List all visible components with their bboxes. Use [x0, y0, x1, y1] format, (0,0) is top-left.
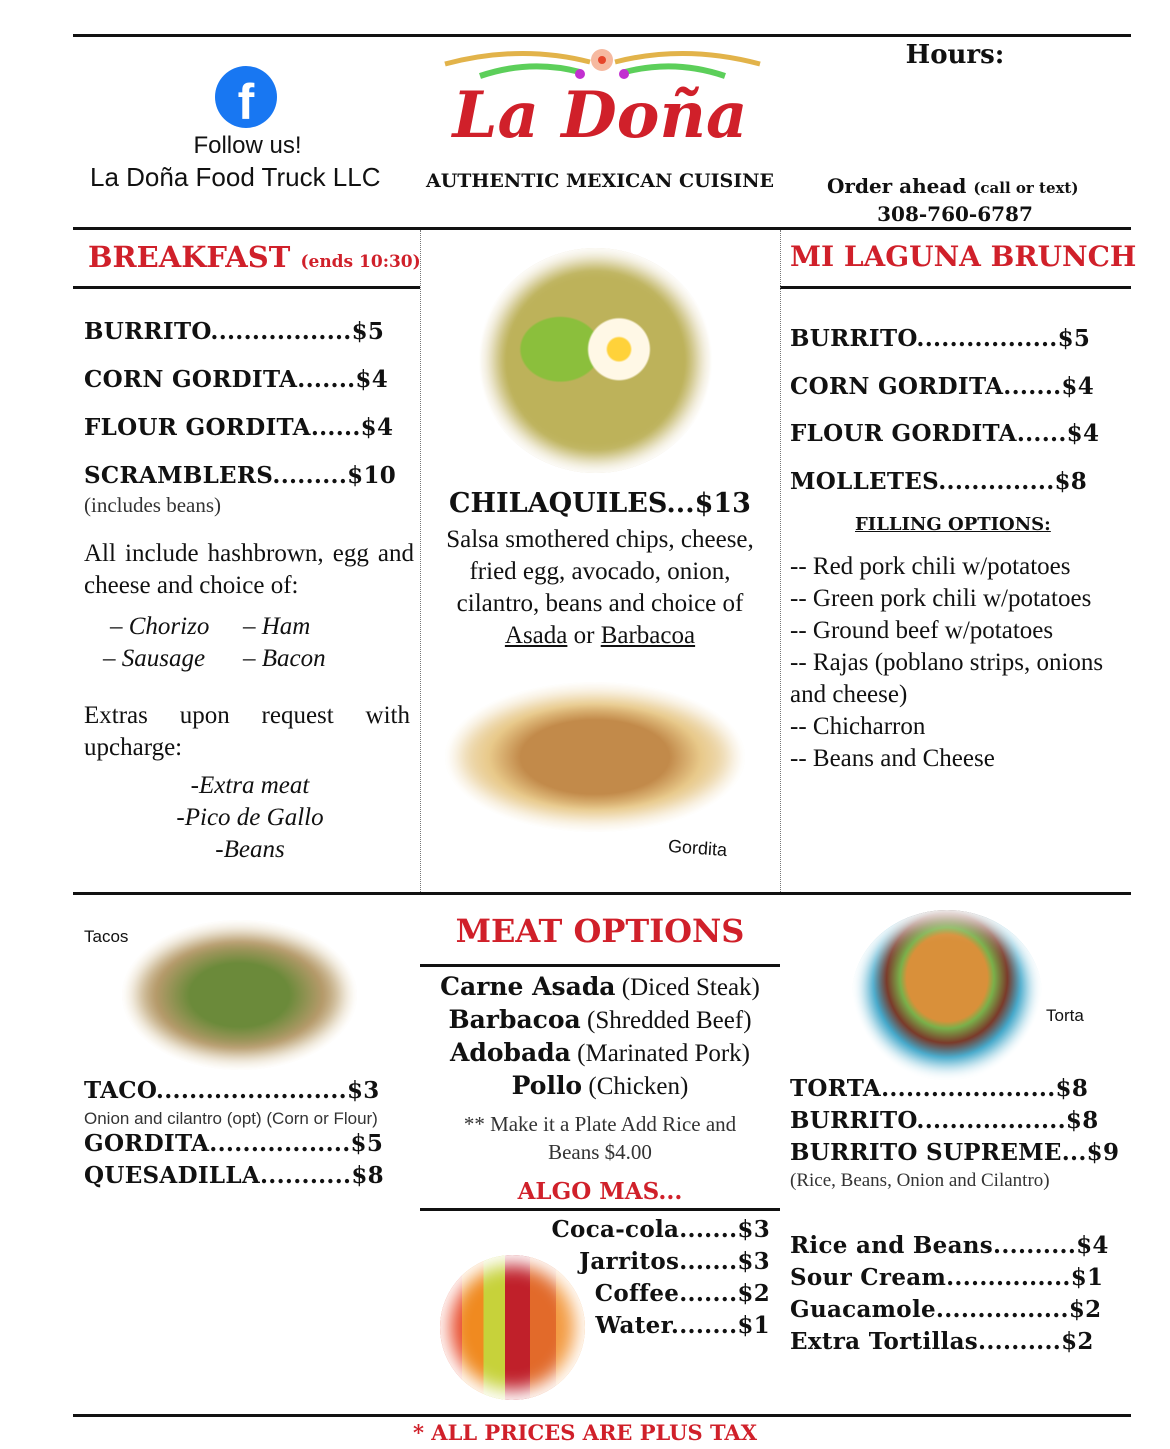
jarritos-photo: [440, 1255, 585, 1400]
filling-option: -- Rajas (poblano strips, onions and cheese): [790, 649, 1104, 708]
algo-title: ALGO MAS...: [517, 1178, 683, 1205]
supreme-note: (Rice, Beans, Onion and Cilantro): [790, 1170, 1050, 1191]
tacos-photo: [122, 920, 357, 1070]
plate-note: ** Make it a Plate Add Rice and Beans $4.00: [463, 1112, 737, 1164]
barbacoa-option: Barbacoa: [600, 622, 696, 649]
side-item: Rice and Beans..........$4: [790, 1232, 1109, 1259]
meat-rule: [420, 964, 780, 967]
choice: – Ham: [243, 613, 311, 640]
breakfast-title-text: BREAKFAST: [88, 240, 291, 274]
chilaquiles-photo: [478, 248, 713, 473]
meat-name: Carne Asada: [440, 972, 616, 1001]
meat-name: Adobada: [449, 1038, 571, 1067]
drink-item: Water........$1: [595, 1312, 770, 1339]
menu-item: TACO.......................$3: [84, 1077, 380, 1104]
filling-option: -- Green pork chili w/potatoes: [790, 585, 1092, 612]
filling-option: -- Red pork chili w/potatoes: [790, 553, 1071, 580]
extra: -Beans: [215, 836, 285, 863]
side-item: Sour Cream...............$1: [790, 1264, 1104, 1291]
column-divider: [780, 230, 781, 892]
top-rule: [73, 34, 1131, 37]
asada-option: Asada: [504, 622, 568, 649]
bottom-rule: [73, 1414, 1131, 1417]
menu-item: SCRAMBLERS.........$10: [84, 462, 397, 489]
brunch-title: MI LAGUNA BRUNCH: [790, 240, 1137, 273]
filling-option: -- Ground beef w/potatoes: [790, 617, 1054, 644]
or-text: or: [573, 622, 595, 649]
middle-rule: [73, 892, 1131, 895]
order-ahead-text: Order ahead: [827, 174, 967, 198]
chilaquiles-desc-text: Salsa smothered chips, cheese, fried egg, avocado, onion, cilantro, beans and choice of: [446, 526, 754, 617]
meat-desc: (Chicken): [588, 1073, 689, 1100]
phone-number[interactable]: 308-760-6787: [877, 202, 1033, 226]
meat-name: Pollo: [511, 1071, 583, 1100]
extra: -Extra meat: [190, 772, 310, 799]
meat-desc: (Shredded Beef): [587, 1007, 752, 1034]
meat-option: [420, 1004, 780, 1037]
meat-list: [420, 971, 780, 1103]
drink-item: Coffee.......$2: [594, 1280, 770, 1307]
meat-desc: (Marinated Pork): [577, 1040, 751, 1067]
taco-note: Onion and cilantro (opt) (Corn or Flour): [84, 1109, 378, 1128]
scramblers-note: (includes beans): [84, 493, 222, 517]
column-divider: [420, 230, 421, 892]
follow-text: Follow us!: [193, 132, 302, 159]
gordita-caption: Gordita: [667, 835, 728, 861]
choice: – Chorizo: [110, 613, 210, 640]
menu-item: CORN GORDITA.......$4: [790, 373, 1095, 400]
menu-item: FLOUR GORDITA......$4: [790, 420, 1100, 447]
company-name: La Doña Food Truck LLC: [90, 162, 381, 192]
logo: La Doña: [452, 78, 748, 153]
meat-option: [420, 1070, 780, 1103]
side-item: Guacamole................$2: [790, 1296, 1102, 1323]
menu-item: CORN GORDITA.......$4: [84, 366, 389, 393]
meat-title: MEAT OPTIONS: [455, 912, 745, 950]
breakfast-note: (ends 10:30): [300, 252, 421, 272]
menu-item: GORDITA.................$5: [84, 1130, 384, 1157]
drink-item: Jarritos.......$3: [579, 1248, 770, 1275]
menu-item: BURRITO SUPREME...$9: [790, 1139, 1120, 1166]
gordita-photo: [445, 682, 745, 832]
facebook-icon[interactable]: f: [215, 66, 277, 128]
algo-rule: [420, 1208, 780, 1211]
side-item: Extra Tortillas..........$2: [790, 1328, 1094, 1355]
order-note: (call or text): [973, 179, 1079, 197]
extras-text: Extras upon request with upcharge:: [84, 702, 410, 761]
menu-item: MOLLETES..............$8: [790, 468, 1088, 495]
meat-desc: (Diced Steak): [621, 974, 760, 1001]
include-text: All include hashbrown, egg and cheese and choice of:: [84, 540, 414, 599]
torta-caption: Torta: [1046, 1006, 1084, 1025]
chilaquiles-title: CHILAQUILES...$13: [449, 488, 751, 519]
breakfast-rule: [73, 286, 420, 289]
meat-option: [420, 971, 780, 1004]
menu-item: FLOUR GORDITA......$4: [84, 414, 394, 441]
choice: – Bacon: [243, 645, 326, 672]
header-rule: [73, 227, 1131, 230]
tax-note: * ALL PRICES ARE PLUS TAX: [412, 1420, 758, 1445]
meat-option: [420, 1037, 780, 1070]
choice: – Sausage: [103, 645, 206, 672]
filling-option: -- Beans and Cheese: [790, 745, 995, 772]
chilaquiles-desc: [430, 524, 770, 652]
tacos-caption: Tacos: [84, 927, 129, 946]
drink-item: Coca-cola.......$3: [551, 1216, 770, 1243]
torta-photo: [852, 910, 1042, 1080]
tagline: AUTHENTIC MEXICAN CUISINE: [425, 170, 775, 192]
menu-item: BURRITO.................$5: [790, 325, 1091, 352]
extra: -Pico de Gallo: [176, 804, 324, 831]
menu-item: TORTA.....................$8: [790, 1075, 1089, 1102]
menu-item: QUESADILLA...........$8: [84, 1162, 384, 1189]
hours-label: Hours:: [905, 40, 1005, 70]
menu-item: BURRITO..................$8: [790, 1107, 1099, 1134]
filling-title: FILLING OPTIONS:: [855, 514, 1051, 535]
menu-item: BURRITO.................$5: [84, 318, 385, 345]
meat-name: Barbacoa: [448, 1005, 581, 1034]
order-ahead: [827, 174, 1078, 198]
brunch-rule: [780, 286, 1131, 289]
breakfast-title: [88, 240, 421, 274]
filling-list: [790, 551, 1120, 775]
filling-option: -- Chicharron: [790, 713, 926, 740]
